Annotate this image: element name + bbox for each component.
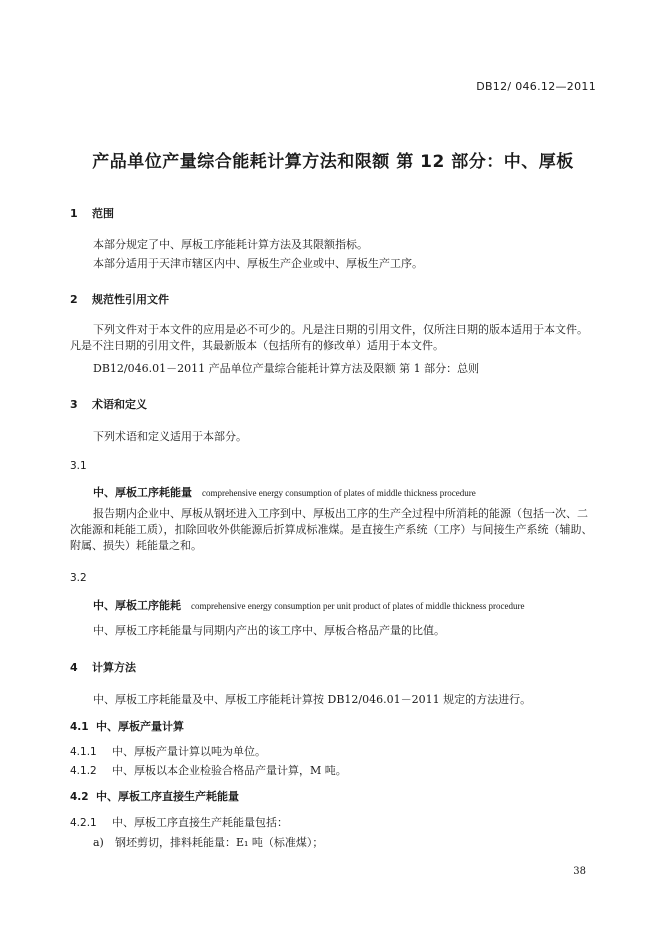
section-title: 范围 [92, 207, 114, 220]
section-number: 3 [70, 398, 78, 411]
clause-4-1-2 [70, 762, 347, 778]
list-item-text: 钢坯剪切，排料耗能量：E₁ 吨（标准煤）； [115, 836, 324, 849]
document-title: 产品单位产量综合能耗计算方法和限额 第 12 部分：中、厚板 [92, 152, 574, 172]
standard-code: DB12/ 046.12—2011 [476, 80, 596, 93]
term-definition: 报告期内企业中、厚板从钢坯进入工序到中、厚板出工序的生产全过程中所消耗的能源（包括一次、二次能源和耗能工质），扣除回收外供能源后折算成标准煤。是直接生产系统（工序）与间接生产系统（辅助、附属、损失）耗能量之和。 [70, 507, 593, 552]
section-title: 术语和定义 [92, 398, 147, 411]
page-number: 38 [573, 866, 586, 877]
term-definition: 中、厚板工序耗能量与同期内产出的该工序中、厚板合格品产量的比值。 [93, 624, 445, 637]
term-number: 3.2 [70, 572, 87, 584]
clause-4-1-heading [70, 718, 184, 734]
normative-reference: DB12/046.01－2011 产品单位产量综合能耗计算方法及限额 第 1 部分：总则 [93, 362, 480, 375]
clause-title: 中、厚板产量计算 [96, 720, 184, 733]
clause-4-2-heading [70, 788, 239, 804]
paragraph: 下列术语和定义适用于本部分。 [93, 430, 247, 443]
list-item-label: a) [93, 836, 104, 849]
section-title: 计算方法 [92, 661, 136, 674]
clause-text: 中、厚板产量计算以吨为单位。 [112, 745, 266, 758]
section-number: 2 [70, 293, 78, 306]
term-english: comprehensive energy consumption of plates of middle thickness procedure [202, 488, 476, 498]
clause-title: 中、厚板工序直接生产耗能量 [96, 790, 239, 803]
clause-number: 4.1 [70, 721, 89, 733]
section-2-heading [70, 291, 169, 307]
paragraph: 本部分规定了中、厚板工序能耗计算方法及其限额指标。 [93, 238, 368, 251]
term-chinese: 中、厚板工序耗能量 [93, 486, 192, 499]
paragraph: 中、厚板工序耗能量及中、厚板工序能耗计算按 DB12/046.01－2011 规定的方法进行。 [93, 693, 532, 706]
section-4-heading [70, 659, 136, 675]
clause-number: 4.2.1 [70, 817, 97, 829]
clause-number: 4.1.1 [70, 746, 97, 758]
section-1-heading [70, 205, 114, 221]
section-title: 规范性引用文件 [92, 293, 169, 306]
clause-number: 4.1.2 [70, 765, 97, 777]
clause-text: 中、厚板以本企业检验合格品产量计算，M 吨。 [112, 764, 347, 777]
list-item-a [93, 834, 323, 850]
term-chinese: 中、厚板工序能耗 [93, 599, 181, 612]
clause-4-1-1 [70, 743, 266, 759]
paragraph: 本部分适用于天津市辖区内中、厚板生产企业或中、厚板生产工序。 [93, 257, 423, 270]
section-number: 4 [70, 661, 78, 674]
section-3-heading [70, 396, 147, 412]
term-3-2 [93, 597, 525, 613]
term-number: 3.1 [70, 460, 87, 472]
term-3-1 [93, 484, 476, 500]
section-number: 1 [70, 207, 78, 220]
clause-4-2-1 [70, 814, 288, 830]
term-english: comprehensive energy consumption per unit product of plates of middle thickness procedure [191, 601, 525, 611]
paragraph: 下列文件对于本文件的应用是必不可少的。凡是注日期的引用文件，仅所注日期的版本适用于本文件。凡是不注日期的引用文件，其最新版本（包括所有的修改单）适用于本文件。 [70, 323, 588, 352]
clause-number: 4.2 [70, 791, 89, 803]
clause-text: 中、厚板工序直接生产耗能量包括： [112, 816, 288, 829]
